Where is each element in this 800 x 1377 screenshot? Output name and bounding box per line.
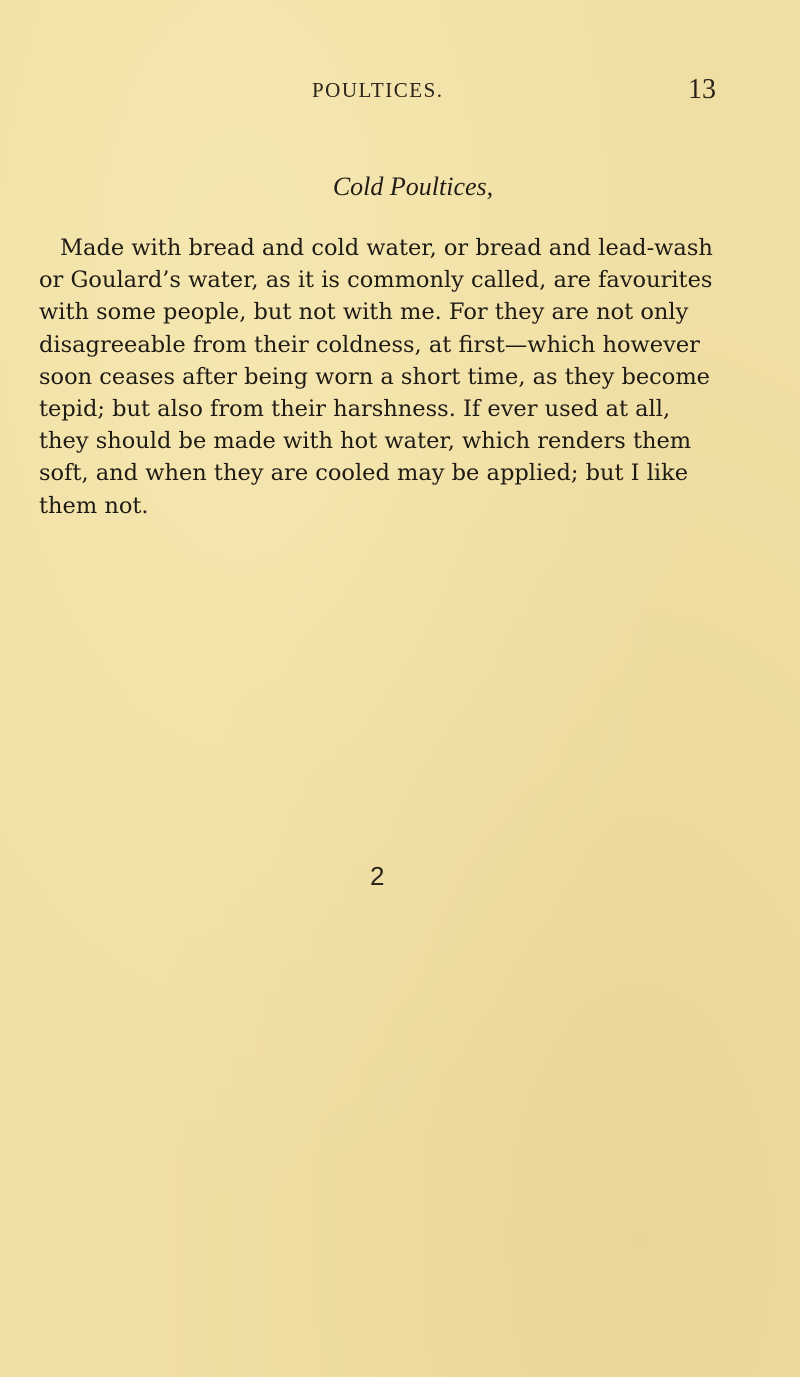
running-head: [0, 76, 800, 106]
paragraph-line: soon ceases after being worn a short time, as they become: [39, 363, 710, 390]
page-number: 13: [688, 74, 716, 105]
running-title: POULTICES.: [312, 78, 444, 102]
body-paragraph: [39, 232, 779, 522]
paragraph-line: soft, and when they are cooled may be applied; but I like: [39, 460, 689, 487]
section-title: Cold Poultices,: [332, 172, 494, 201]
signature-mark: 2: [370, 861, 385, 891]
paragraph-line: them not.: [39, 492, 149, 519]
paragraph-line: tepid; but also from their harshness. If ever used at all,: [39, 396, 671, 423]
paragraph-line: or Goulard’s water, as it is commonly called, are favourites: [39, 267, 713, 294]
paragraph-line: with some people, but not with me. For they are not only: [39, 299, 689, 326]
paragraph-line: disagreeable from their coldness, at first—which however: [39, 331, 700, 358]
paragraph-line: they should be made with hot water, which renders them: [39, 428, 692, 455]
paragraph-line: Made with bread and cold water, or bread and lead-wash: [60, 235, 713, 261]
